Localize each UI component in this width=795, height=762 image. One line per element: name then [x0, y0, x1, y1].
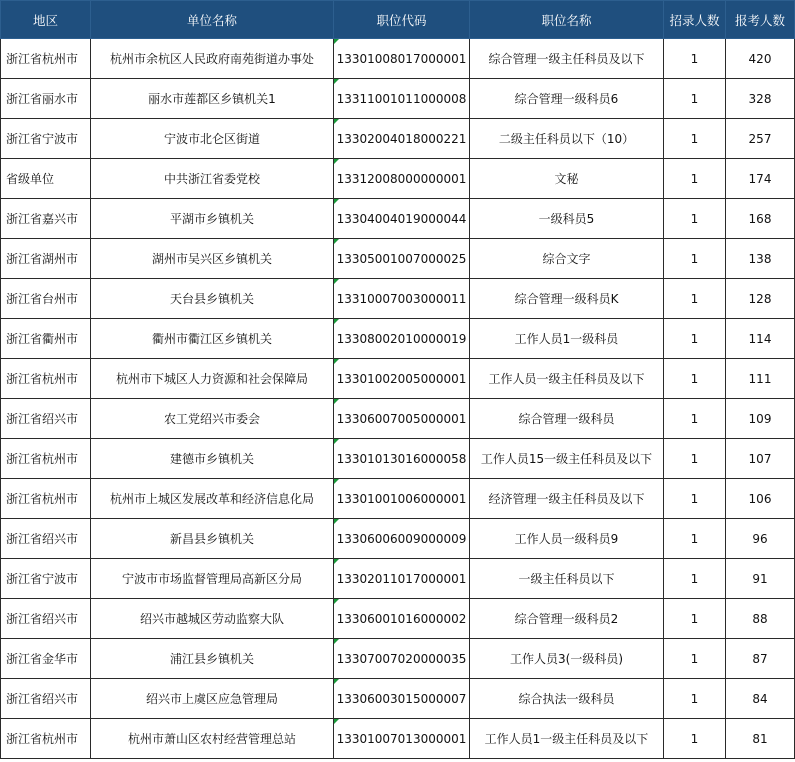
applicant-count-cell: 168: [726, 199, 795, 239]
table-row: [1, 199, 795, 239]
region-cell: 浙江省宁波市: [1, 559, 91, 599]
position-name-cell: 综合管理一级科员: [470, 399, 664, 439]
unit-name-cell: 杭州市余杭区人民政府南苑街道办事处: [91, 39, 334, 79]
position-name-cell: 工作人员一级主任科员及以下: [470, 359, 664, 399]
region-cell: 浙江省嘉兴市: [1, 199, 91, 239]
header-applicant-count: 报考人数: [726, 1, 795, 39]
region-cell: 浙江省杭州市: [1, 719, 91, 759]
unit-name-cell: 新昌县乡镇机关: [91, 519, 334, 559]
table-row: [1, 399, 795, 439]
region-cell: 浙江省绍兴市: [1, 399, 91, 439]
table-row: [1, 559, 795, 599]
position-code-cell: 13304004019000044: [334, 199, 470, 239]
header-row: [1, 1, 795, 39]
table-row: [1, 319, 795, 359]
table-row: [1, 239, 795, 279]
table-row: [1, 119, 795, 159]
position-name-cell: 综合管理一级科员K: [470, 279, 664, 319]
table-row: [1, 679, 795, 719]
position-code-cell: 13301013016000058: [334, 439, 470, 479]
unit-name-cell: 湖州市吴兴区乡镇机关: [91, 239, 334, 279]
region-cell: 浙江省杭州市: [1, 479, 91, 519]
unit-name-cell: 绍兴市上虞区应急管理局: [91, 679, 334, 719]
applicant-count-cell: 257: [726, 119, 795, 159]
hire-count-cell: 1: [664, 279, 726, 319]
applicant-count-cell: 328: [726, 79, 795, 119]
position-name-cell: 工作人员一级科员9: [470, 519, 664, 559]
hire-count-cell: 1: [664, 479, 726, 519]
table-row: [1, 359, 795, 399]
position-code-cell: 13305001007000025: [334, 239, 470, 279]
position-name-cell: 工作人员15一级主任科员及以下: [470, 439, 664, 479]
position-name-cell: 文秘: [470, 159, 664, 199]
hire-count-cell: 1: [664, 639, 726, 679]
table-row: [1, 79, 795, 119]
hire-count-cell: 1: [664, 559, 726, 599]
unit-name-cell: 衢州市衢江区乡镇机关: [91, 319, 334, 359]
hire-count-cell: 1: [664, 79, 726, 119]
region-cell: 浙江省宁波市: [1, 119, 91, 159]
applicant-count-cell: 138: [726, 239, 795, 279]
applicant-count-cell: 84: [726, 679, 795, 719]
table-row: [1, 39, 795, 79]
unit-name-cell: 农工党绍兴市委会: [91, 399, 334, 439]
table-row: [1, 159, 795, 199]
hire-count-cell: 1: [664, 679, 726, 719]
hire-count-cell: 1: [664, 519, 726, 559]
table-row: [1, 519, 795, 559]
applicant-count-cell: 128: [726, 279, 795, 319]
position-code-cell: 13310007003000011: [334, 279, 470, 319]
hire-count-cell: 1: [664, 39, 726, 79]
position-code-cell: 13306003015000007: [334, 679, 470, 719]
position-code-cell: 13311001011000008: [334, 79, 470, 119]
header-unit-name: 单位名称: [91, 1, 334, 39]
unit-name-cell: 天台县乡镇机关: [91, 279, 334, 319]
header-region: 地区: [1, 1, 91, 39]
applicant-count-cell: 420: [726, 39, 795, 79]
position-name-cell: 一级科员5: [470, 199, 664, 239]
header-position-code: 职位代码: [334, 1, 470, 39]
region-cell: 浙江省绍兴市: [1, 519, 91, 559]
position-code-cell: 13308002010000019: [334, 319, 470, 359]
applicant-count-cell: 88: [726, 599, 795, 639]
region-cell: 浙江省金华市: [1, 639, 91, 679]
position-name-cell: 综合管理一级科员6: [470, 79, 664, 119]
position-code-cell: 13301002005000001: [334, 359, 470, 399]
applicant-count-cell: 114: [726, 319, 795, 359]
position-code-cell: 13302011017000001: [334, 559, 470, 599]
applicant-count-cell: 111: [726, 359, 795, 399]
unit-name-cell: 平湖市乡镇机关: [91, 199, 334, 239]
position-name-cell: 一级主任科员以下: [470, 559, 664, 599]
header-hire-count: 招录人数: [664, 1, 726, 39]
unit-name-cell: 宁波市北仑区街道: [91, 119, 334, 159]
header-position-name: 职位名称: [470, 1, 664, 39]
unit-name-cell: 绍兴市越城区劳动监察大队: [91, 599, 334, 639]
position-code-cell: 13301001006000001: [334, 479, 470, 519]
unit-name-cell: 中共浙江省委党校: [91, 159, 334, 199]
applicant-count-cell: 81: [726, 719, 795, 759]
region-cell: 浙江省绍兴市: [1, 679, 91, 719]
position-name-cell: 综合管理一级科员2: [470, 599, 664, 639]
position-name-cell: 综合文字: [470, 239, 664, 279]
table-row: [1, 439, 795, 479]
region-cell: 浙江省衢州市: [1, 319, 91, 359]
position-name-cell: 综合管理一级主任科员及以下: [470, 39, 664, 79]
position-code-cell: 13306007005000001: [334, 399, 470, 439]
position-name-cell: 经济管理一级主任科员及以下: [470, 479, 664, 519]
position-name-cell: 工作人员1一级主任科员及以下: [470, 719, 664, 759]
position-name-cell: 工作人员1一级科员: [470, 319, 664, 359]
unit-name-cell: 宁波市市场监督管理局高新区分局: [91, 559, 334, 599]
table-row: [1, 599, 795, 639]
applicant-count-cell: 107: [726, 439, 795, 479]
position-name-cell: 综合执法一级科员: [470, 679, 664, 719]
position-code-cell: 13312008000000001: [334, 159, 470, 199]
region-cell: 浙江省丽水市: [1, 79, 91, 119]
table-row: [1, 719, 795, 759]
applicant-count-cell: 106: [726, 479, 795, 519]
position-code-cell: 13307007020000035: [334, 639, 470, 679]
hire-count-cell: 1: [664, 239, 726, 279]
hire-count-cell: 1: [664, 359, 726, 399]
region-cell: 浙江省绍兴市: [1, 599, 91, 639]
unit-name-cell: 建德市乡镇机关: [91, 439, 334, 479]
region-cell: 浙江省杭州市: [1, 359, 91, 399]
table-row: [1, 639, 795, 679]
applicant-count-cell: 174: [726, 159, 795, 199]
position-code-cell: 13301007013000001: [334, 719, 470, 759]
hire-count-cell: 1: [664, 719, 726, 759]
applicant-count-cell: 96: [726, 519, 795, 559]
hire-count-cell: 1: [664, 319, 726, 359]
region-cell: 浙江省杭州市: [1, 439, 91, 479]
region-cell: 浙江省湖州市: [1, 239, 91, 279]
applicant-count-cell: 91: [726, 559, 795, 599]
hire-count-cell: 1: [664, 159, 726, 199]
region-cell: 省级单位: [1, 159, 91, 199]
applicant-count-cell: 109: [726, 399, 795, 439]
unit-name-cell: 杭州市上城区发展改革和经济信息化局: [91, 479, 334, 519]
applicant-count-cell: 87: [726, 639, 795, 679]
unit-name-cell: 杭州市下城区人力资源和社会保障局: [91, 359, 334, 399]
hire-count-cell: 1: [664, 439, 726, 479]
unit-name-cell: 杭州市萧山区农村经营管理总站: [91, 719, 334, 759]
hire-count-cell: 1: [664, 199, 726, 239]
table-row: [1, 279, 795, 319]
hire-count-cell: 1: [664, 119, 726, 159]
unit-name-cell: 丽水市莲都区乡镇机关1: [91, 79, 334, 119]
hire-count-cell: 1: [664, 599, 726, 639]
position-code-cell: 13301008017000001: [334, 39, 470, 79]
region-cell: 浙江省杭州市: [1, 39, 91, 79]
position-code-cell: 13306006009000009: [334, 519, 470, 559]
position-name-cell: 二级主任科员以下（10）: [470, 119, 664, 159]
hire-count-cell: 1: [664, 399, 726, 439]
position-code-cell: 13306001016000002: [334, 599, 470, 639]
position-name-cell: 工作人员3(一级科员): [470, 639, 664, 679]
unit-name-cell: 浦江县乡镇机关: [91, 639, 334, 679]
table-row: [1, 479, 795, 519]
region-cell: 浙江省台州市: [1, 279, 91, 319]
position-code-cell: 13302004018000221: [334, 119, 470, 159]
